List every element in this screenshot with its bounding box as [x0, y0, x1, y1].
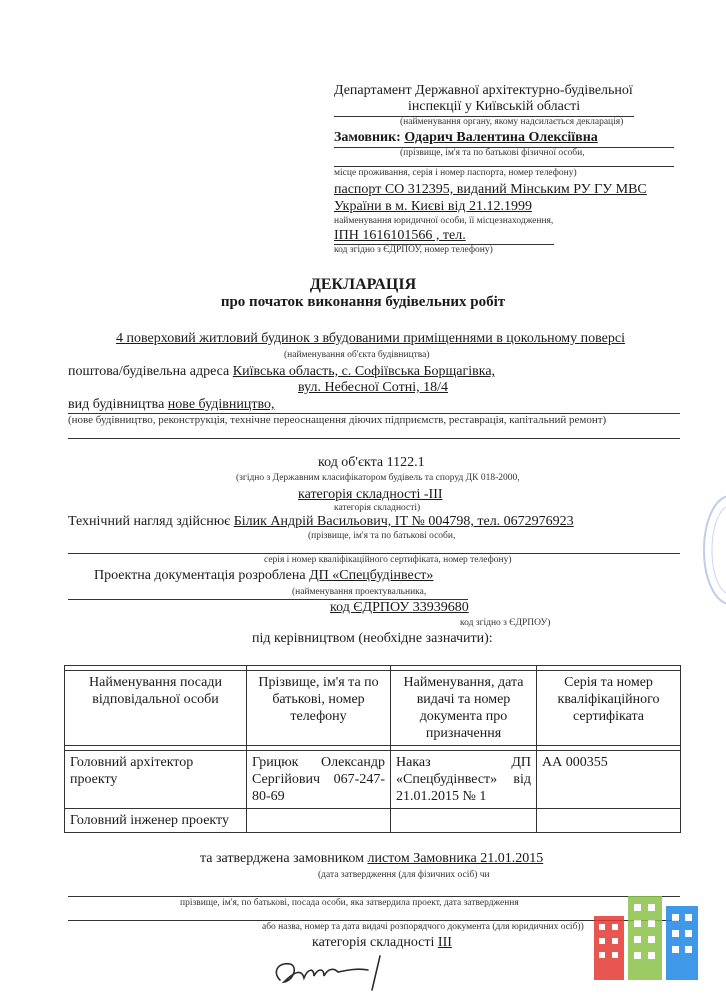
table-cell: АА 000355 — [537, 751, 681, 809]
building-type-label: вид будівництва — [68, 397, 165, 412]
authority-line-1: Департамент Державної архітектурно-будівельної — [334, 83, 633, 98]
approval-value: листом Замовника 21.01.2015 — [367, 851, 544, 866]
address-line-2: вул. Небесної Сотні, 18/4 — [298, 380, 448, 395]
table-header-row — [65, 671, 681, 746]
customer-line — [334, 130, 598, 146]
design-caption-2: код згідно з ЄДРПОУ) — [460, 618, 551, 628]
table-row — [65, 809, 681, 833]
table-header-cell: Прізвище, ім'я та по батькові, номер телефону — [247, 671, 391, 746]
building-type-value: нове будівництво, — [167, 397, 275, 412]
supervision-caption-2: серія і номер кваліфікаційного сертифіката, номер телефону) — [264, 555, 512, 565]
approval-category-line — [312, 935, 452, 951]
supervision-label: Технічний нагляд здійснює — [68, 514, 231, 529]
stamp-icon — [690, 490, 726, 610]
table-cell — [537, 809, 681, 833]
residence-caption: місце проживання, серія і номер паспорта, номер телефону) — [334, 168, 577, 178]
table-cell — [247, 809, 391, 833]
table-cell: Головний інженер проекту — [65, 809, 247, 833]
object-code-caption: (згідно з Державним класифікатором будівель та споруд ДК 018-2000, — [236, 473, 520, 483]
object-name-caption: (найменування об'єкта будівництва) — [284, 350, 430, 360]
approval-label: та затверджена замовником — [200, 851, 364, 866]
legal-caption: найменування юридичної особи, її місцезнаходження, — [334, 216, 554, 226]
ipn-caption: код згідно з ЄДРПОУ, номер телефону) — [334, 245, 493, 255]
approval-category-value: ІІІ — [437, 935, 452, 950]
document-title: ДЕКЛАРАЦІЯ — [309, 276, 417, 293]
passport-line-2: України в м. Києві від 21.12.1999 — [334, 199, 533, 214]
watermark-logo-icon — [586, 888, 706, 984]
responsible-persons-table — [64, 665, 681, 833]
object-category-caption: категорія складності) — [334, 503, 421, 513]
table-cell: Головний архітектор проекту — [65, 751, 247, 809]
authority-line-2: інспекції у Київській області — [408, 99, 581, 114]
approval-caption-1: (дата затвердження (для фізичних осіб) чи — [318, 870, 490, 880]
design-label: Проектна документація розроблена — [94, 568, 306, 583]
table-header-cell: Найменування посади відповідальної особи — [65, 671, 247, 746]
design-value: ДП «Спецбудінвест» — [309, 568, 434, 583]
building-type-line — [68, 397, 274, 413]
table-header-cell: Найменування, дата видачі та номер документа про призначення — [391, 671, 537, 746]
customer-label: Замовник: — [334, 130, 401, 145]
ipn-line: ІПН 1616101566 , тел. — [334, 228, 466, 243]
design-line — [94, 568, 433, 584]
approval-category-label: категорія складності — [312, 935, 435, 950]
design-lead: під керівництвом (необхідне зазначити): — [252, 631, 493, 646]
table-cell — [391, 809, 537, 833]
supervision-line — [68, 514, 574, 530]
supervision-value: Білик Андрій Васильович, ІТ № 004798, тел. 0672976923 — [233, 514, 574, 529]
authority-caption: (найменування органу, якому надсилається декларація) — [400, 117, 624, 127]
design-code: код ЄДРПОУ 33939680 — [330, 600, 469, 615]
object-code: код об'єкта 1122.1 — [318, 455, 425, 470]
approval-caption-2: прізвище, ім'я, по батькові, посада особи, яка затвердила проект, дата затвердження — [180, 898, 519, 908]
approval-line — [200, 851, 543, 867]
building-type-caption: (нове будівництво, реконструкція, технічне переоснащення діючих підприємств, реставрація, капітальний ремонт) — [68, 414, 607, 426]
table-cell: Грицюк Олександр Сергійович 067-247-80-69 — [247, 751, 391, 809]
signature-icon — [268, 950, 418, 995]
object-name: 4 поверховий житловий будинок з вбудованими приміщеннями в цокольному поверсі — [116, 331, 625, 346]
table-cell: Наказ ДП «Спецбудінвест» від 21.01.2015 № 1 — [391, 751, 537, 809]
approval-caption-3: або назва, номер та дата видачі розпорядчого документа (для юридичних осіб)) — [262, 922, 584, 932]
object-category: категорія складності -ІІІ — [298, 487, 443, 502]
address-label: поштова/будівельна адреса — [68, 364, 230, 379]
customer-name: Одарич Валентина Олексіївна — [404, 130, 598, 145]
customer-caption: (прізвище, ім'я та по батькові фізичної особи, — [400, 148, 585, 158]
supervision-caption-1: (прізвище, ім'я та по батькові особи, — [308, 531, 456, 541]
design-caption-1: (найменування проектувальника, — [292, 587, 427, 597]
table-row — [65, 751, 681, 809]
document-subtitle: про початок виконання будівельних робіт — [220, 294, 506, 310]
address-value-1: Київська область, с. Софіївська Борщагівка, — [232, 364, 496, 379]
table-header-cell: Серія та номер кваліфікаційного сертифіката — [537, 671, 681, 746]
passport-line-1: паспорт СО 312395, виданий Мінським РУ ГУ МВС — [334, 182, 647, 197]
address-line-1 — [68, 364, 495, 380]
